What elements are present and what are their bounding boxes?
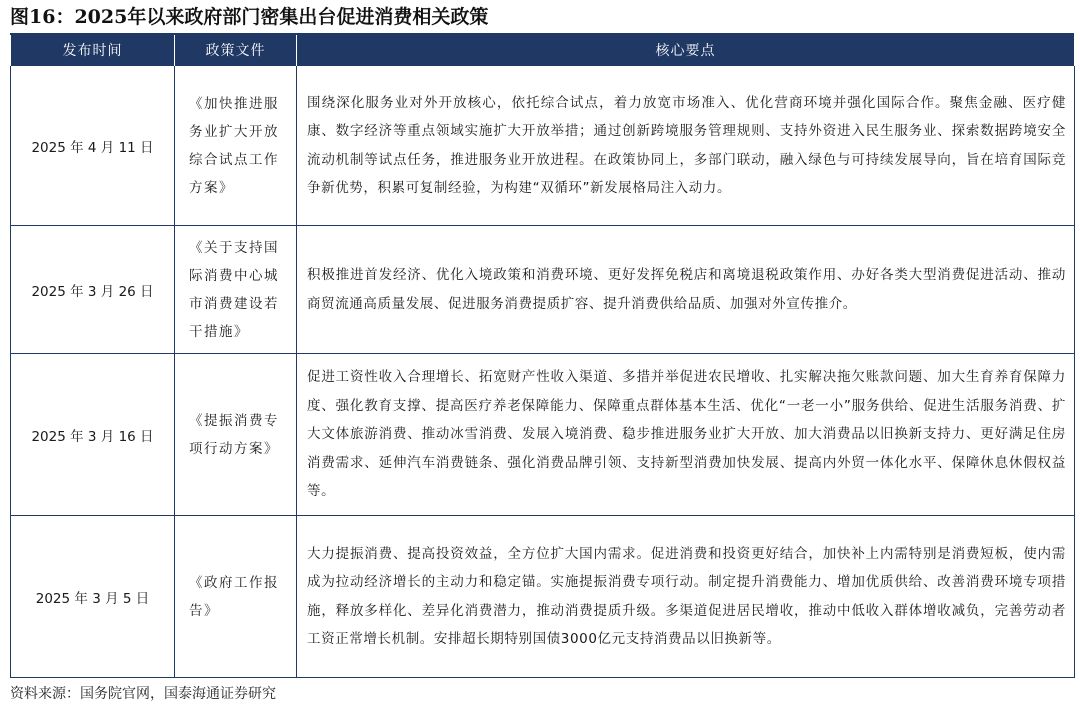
- row-doc: 《提振消费专项行动方案》: [175, 354, 297, 516]
- header-date: 发布时间: [11, 35, 175, 66]
- row-date: 2025 年 4 月 11 日: [11, 66, 175, 226]
- row-points: 积极推进首发经济、优化入境政策和消费环境、更好发挥免税店和离境退税政策作用、办好各类大型消费促进活动、推动商贸流通高质量发展、促进服务消费提质扩容、提升消费供给品质、加强对外宣传推介。: [297, 226, 1075, 354]
- row-date: 2025 年 3 月 16 日: [11, 354, 175, 516]
- row-date: 2025 年 3 月 26 日: [11, 226, 175, 354]
- row-points: 大力提振消费、提高投资效益，全方位扩大国内需求。促进消费和投资更好结合，加快补上内需特别是消费短板，使内需成为拉动经济增长的主动力和稳定锚。实施提振消费专项行动。制定提升消费能力、增加优质供给、改善消费环境专项措施，释放多样化、差异化消费潜力，推动消费提质升级。多渠道促进居民增收，推动中低收入群体增收减负，完善劳动者工资正常增长机制。安排超长期特别国债3000亿元支持消费品以旧换新等。: [297, 516, 1075, 678]
- table-row: [11, 354, 1075, 516]
- row-doc: 《加快推进服务业扩大开放综合试点工作方案》: [175, 66, 297, 226]
- table-header: [11, 35, 1075, 66]
- row-date: 2025 年 3 月 5 日: [11, 516, 175, 678]
- header-doc: 政策文件: [175, 35, 297, 66]
- table-row: [11, 226, 1075, 354]
- figure-title: 图16：2025年以来政府部门密集出台促进消费相关政策: [10, 6, 489, 28]
- row-doc: 《政府工作报告》: [175, 516, 297, 678]
- policy-table: [10, 35, 1075, 678]
- table-row: [11, 516, 1075, 678]
- table-row: [11, 66, 1075, 226]
- row-points: 促进工资性收入合理增长、拓宽财产性收入渠道、多措并举促进农民增收、扎实解决拖欠账款问题、加大生育养育保障力度、强化教育支撑、提高医疗养老保障能力、保障重点群体基本生活、优化“一老一小”服务供给、促进生活服务消费、扩大文体旅游消费、推动冰雪消费、发展入境消费、稳步推进服务业扩大开放、加大消费品以旧换新支持力、更好满足住房消费需求、延伸汽车消费链条、强化消费品牌引领、支持新型消费加快发展、提高内外贸一体化水平、保障休息休假权益等。: [297, 354, 1075, 516]
- source-note: 资料来源：国务院官网，国泰海通证券研究: [10, 686, 276, 702]
- row-doc: 《关于支持国际消费中心城市消费建设若干措施》: [175, 226, 297, 354]
- row-points: 围绕深化服务业对外开放核心，依托综合试点，着力放宽市场准入、优化营商环境并强化国际合作。聚焦金融、医疗健康、数字经济等重点领域实施扩大开放举措；通过创新跨境服务管理规则、支持外资进入民生服务业、探索数据跨境安全流动机制等试点任务，推进服务业开放进程。在政策协同上，多部门联动，融入绿色与可持续发展导向，旨在培育国际竞争新优势，积累可复制经验，为构建“双循环”新发展格局注入动力。: [297, 66, 1075, 226]
- header-points: 核心要点: [297, 35, 1075, 66]
